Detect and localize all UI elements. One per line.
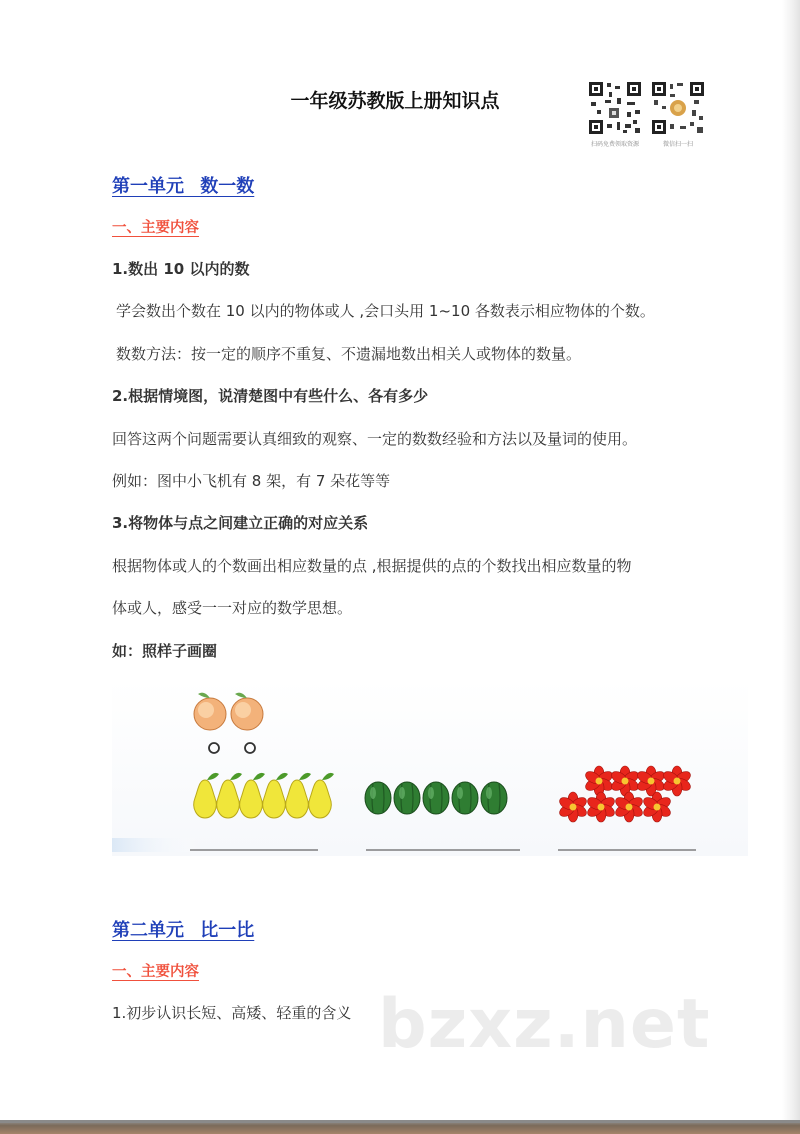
unit1-item1-heading: 1.数出 10 以内的数 (112, 260, 250, 278)
unit1-example-label: 如：照样子画圈 (112, 642, 218, 660)
green-pepper-icon (365, 782, 391, 814)
page-edge (782, 0, 800, 1134)
unit2-subheading: 一、主要内容 (112, 964, 199, 980)
green-pepper-icon (481, 782, 507, 814)
green-pepper-icon (423, 782, 449, 814)
unit1-item2-paragraph-1: 回答这两个问题需要认真细致的观察、一定的数数经验和方法以及量词的使用。 (112, 430, 638, 448)
bottom-edge-strip (0, 1120, 800, 1134)
qr-code-1 (587, 80, 643, 136)
unit1-item3-heading: 3.将物体与点之间建立正确的对应关系 (112, 514, 369, 532)
qr-caption-1: 扫码免费领取资源 (590, 141, 639, 148)
unit1-item3-paragraph-2: 体或人，感受一一对应的数学思想。 (112, 599, 353, 617)
green-pepper-icon (452, 782, 478, 814)
unit1-item2-heading: 2.根据情境图，说清楚图中有些什么、各有多少 (112, 387, 429, 405)
unit1-subheading: 一、主要内容 (112, 220, 199, 236)
counting-illustration (112, 680, 748, 856)
unit1-item1-paragraph-2: 数数方法：按一定的顺序不重复、不遗漏地数出相关人或物体的数量。 (116, 345, 582, 363)
unit1-heading: 第一单元 数一数 (112, 176, 255, 197)
unit1-item1-paragraph-1: 学会数出个数在 10 以内的物体或人 ,会口头用 1~10 各数表示相应物体的个数。 (116, 302, 655, 320)
qr-caption-2: 微信扫一扫 (662, 141, 693, 148)
document-title: 一年级苏教版上册知识点 (290, 90, 500, 112)
green-pepper-icon (394, 782, 420, 814)
green-pepper-group (365, 782, 507, 814)
qr-code-2 (650, 80, 706, 136)
watermark: bzxz.net (378, 985, 711, 1064)
unit1-item3-paragraph-1: 根据物体或人的个数画出相应数量的点 ,根据提供的点的个数找出相应数量的物 (112, 557, 632, 575)
unit1-item2-paragraph-2: 例如：图中小飞机有 8 架，有 7 朵花等等 (112, 472, 391, 490)
unit2-item1-text: 1.初步认识长短、高矮、轻重的含义 (112, 1004, 352, 1022)
unit2-heading: 第二单元 比一比 (112, 920, 255, 941)
